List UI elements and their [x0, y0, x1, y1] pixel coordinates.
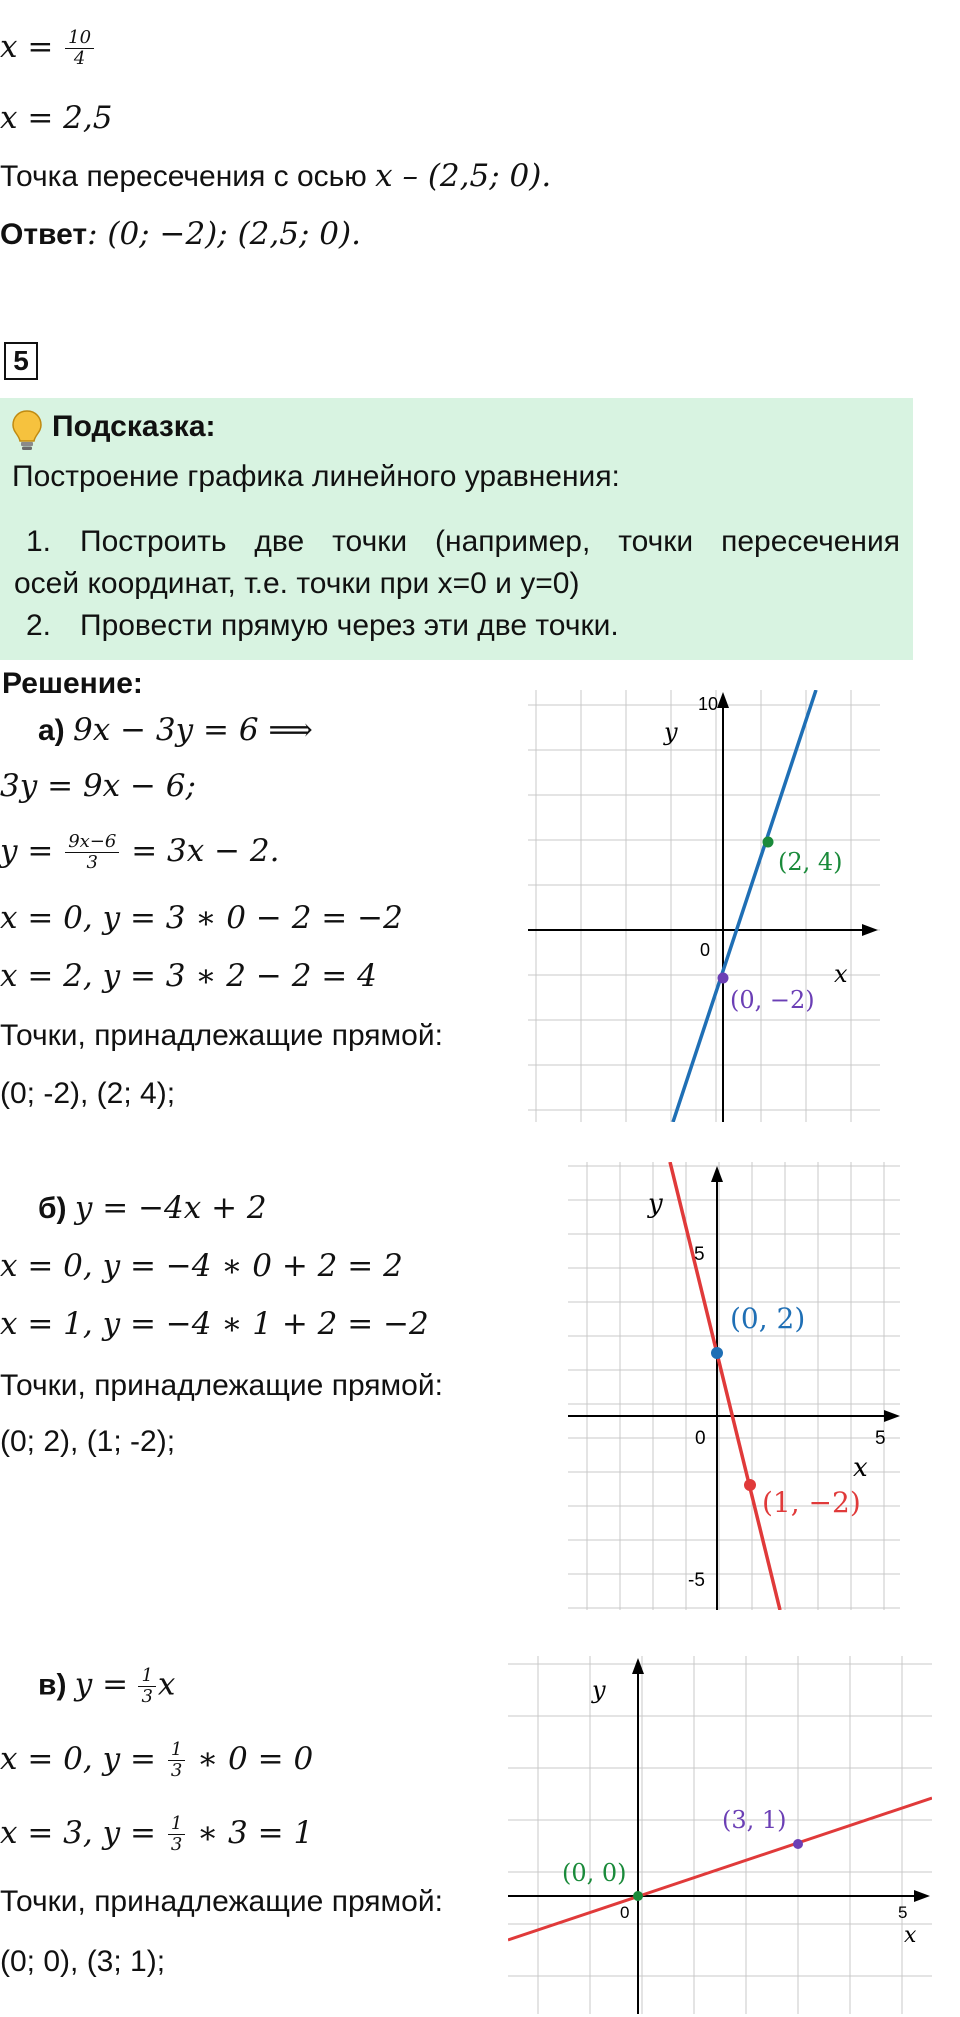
graph-b-p1-label: (0, 2): [730, 1302, 806, 1335]
answer-label: Ответ: [0, 218, 88, 251]
part-c-step2-lhs: x = 3, y =: [0, 1815, 156, 1851]
part-a-step2: [0, 832, 280, 873]
part-c-step2: [0, 1814, 313, 1855]
part-c-label: в): [38, 1668, 67, 1702]
part-c-step2-den: 3: [170, 1834, 183, 1855]
solution-label: Решение:: [2, 667, 143, 700]
graph-b-y-tick-pos: 5: [694, 1244, 705, 1265]
x-value-line: x = 2,5: [0, 100, 113, 136]
answer-value: : (0; −2); (2,5; 0).: [87, 216, 361, 252]
intersection-line: [0, 158, 551, 195]
graph-a-origin: 0: [700, 940, 711, 960]
part-a-step2-lhs: y =: [0, 833, 54, 869]
graph-b-x-label: x: [853, 1453, 868, 1483]
hint-step-1-line1: Построить две точки (например, точки пересечения: [80, 525, 900, 558]
part-a-equation: [38, 712, 313, 749]
task-number: 5: [4, 342, 38, 380]
graph-b-p2-label: (1, −2): [762, 1486, 861, 1519]
part-b-eq: y = −4x + 2: [74, 1190, 267, 1226]
part-c-eq-num: 1: [138, 1666, 155, 1687]
part-c-points-title: Точки, принадлежащие прямой:: [0, 1885, 443, 1918]
part-a-step4: x = 2, y = 3 ∗ 2 − 2 = 4: [0, 958, 377, 994]
part-a-label: а): [38, 714, 65, 747]
part-c-step2-rhs: ∗ 3 = 1: [197, 1815, 314, 1851]
part-a-frac-num: 9x−6: [65, 832, 119, 853]
fraction-line: [0, 28, 96, 69]
part-a-step3: x = 0, y = 3 ∗ 0 − 2 = −2: [0, 900, 403, 936]
graph-b-x-tick: 5: [875, 1428, 886, 1449]
part-c-step2-fraction: [168, 1814, 185, 1855]
graph-c-y-label: y: [592, 1676, 606, 1704]
hint-title: Подсказка:: [52, 410, 216, 443]
lightbulb-icon: [10, 408, 44, 452]
graph-a-x-label: x: [834, 960, 848, 988]
intersection-text: Точка пересечения с осью: [0, 160, 367, 193]
graph-a-x-arrow: [862, 924, 878, 936]
fraction: [65, 28, 94, 69]
part-c-step1-num: 1: [168, 1740, 185, 1761]
graph-a-y-tick: 10: [698, 694, 719, 714]
hint-intro: Построение графика линейного уравнения:: [12, 460, 620, 493]
part-c-points: (0; 0), (3; 1);: [0, 1945, 166, 1978]
part-a-step2-rhs: = 3x − 2.: [131, 833, 280, 869]
hint-step-2-number: 2.: [26, 609, 52, 642]
part-a-points-title: Точки, принадлежащие прямой:: [0, 1019, 443, 1052]
part-b-label: б): [38, 1192, 67, 1225]
part-c-eq-fraction: [138, 1666, 155, 1707]
part-c-step2-num: 1: [168, 1814, 185, 1835]
frac-denominator: 4: [73, 48, 86, 69]
graph-c-x-tick: 5: [898, 1903, 908, 1922]
hint-step-1-line2: осей координат, т.е. точки при x=0 и y=0): [14, 567, 580, 600]
graph-a-point-2: [718, 973, 729, 984]
graph-a-point-1: [763, 837, 774, 848]
graph-b-point-2: [744, 1479, 756, 1491]
frac-lhs: x =: [0, 29, 54, 65]
graph-c-p2-label: (3, 1): [722, 1806, 787, 1834]
graph-c-p1-label: (0, 0): [562, 1859, 627, 1887]
part-b-step1: x = 0, y = −4 ∗ 0 + 2 = 2: [0, 1248, 403, 1284]
graph-b-origin: 0: [695, 1428, 706, 1449]
part-a-eq: 9x − 3y = 6 ⟹: [73, 712, 313, 748]
graph-c-origin: 0: [620, 1903, 630, 1922]
part-c-step1-den: 3: [170, 1760, 183, 1781]
graph-b-grid: [568, 1162, 900, 1610]
part-c-eq-lhs: y =: [74, 1666, 129, 1703]
graph-a-y-arrow: [717, 692, 729, 708]
part-c-equation: [38, 1666, 175, 1707]
part-a-points: (0; -2), (2; 4);: [0, 1077, 176, 1110]
answer-line: [0, 216, 361, 253]
part-a-step1: 3y = 9x − 6;: [0, 768, 196, 804]
graph-c: [508, 1656, 932, 2014]
graph-a-grid: [528, 690, 880, 1122]
part-c-eq-den: 3: [141, 1686, 153, 1707]
part-c-step1-lhs: x = 0, y =: [0, 1741, 156, 1777]
part-c-eq-rhs: x: [157, 1666, 176, 1703]
graph-c-point-1: [633, 1891, 643, 1901]
part-b-step2: x = 1, y = −4 ∗ 1 + 2 = −2: [0, 1306, 429, 1342]
graph-c-grid: [508, 1656, 932, 2014]
part-a-fraction: [65, 832, 119, 873]
graph-b-y-label: y: [648, 1189, 663, 1219]
graph-a-y-label: y: [664, 718, 678, 746]
part-c-step1-fraction: [168, 1740, 185, 1781]
graph-b-y-arrow: [711, 1166, 723, 1182]
graph-a: [528, 690, 880, 1122]
graph-b: [568, 1162, 900, 1610]
intersection-math: x – (2,5; 0).: [375, 158, 552, 194]
part-a-frac-den: 3: [86, 852, 98, 873]
graph-b-x-arrow: [884, 1410, 900, 1422]
part-b-points: (0; 2), (1; -2);: [0, 1425, 176, 1458]
hint-box: [0, 398, 913, 660]
graph-a-p1-label: (2, 4): [778, 848, 843, 876]
part-b-points-title: Точки, принадлежащие прямой:: [0, 1369, 443, 1402]
graph-b-point-1: [711, 1347, 723, 1359]
part-c-step1: [0, 1740, 313, 1781]
graph-b-y-tick-neg: -5: [688, 1570, 705, 1591]
hint-step-2-text: Провести прямую через эти две точки.: [80, 609, 619, 642]
hint-step-1-number: 1.: [26, 525, 52, 558]
part-b-equation: [38, 1190, 267, 1227]
frac-numerator: 10: [65, 28, 94, 49]
graph-c-x-arrow: [914, 1890, 930, 1902]
graph-a-line: [673, 690, 816, 1122]
graph-c-point-2: [793, 1839, 803, 1849]
part-c-step1-rhs: ∗ 0 = 0: [197, 1741, 314, 1777]
graph-a-p2-label: (0, −2): [730, 986, 815, 1014]
graph-c-x-label: x: [904, 1923, 917, 1948]
